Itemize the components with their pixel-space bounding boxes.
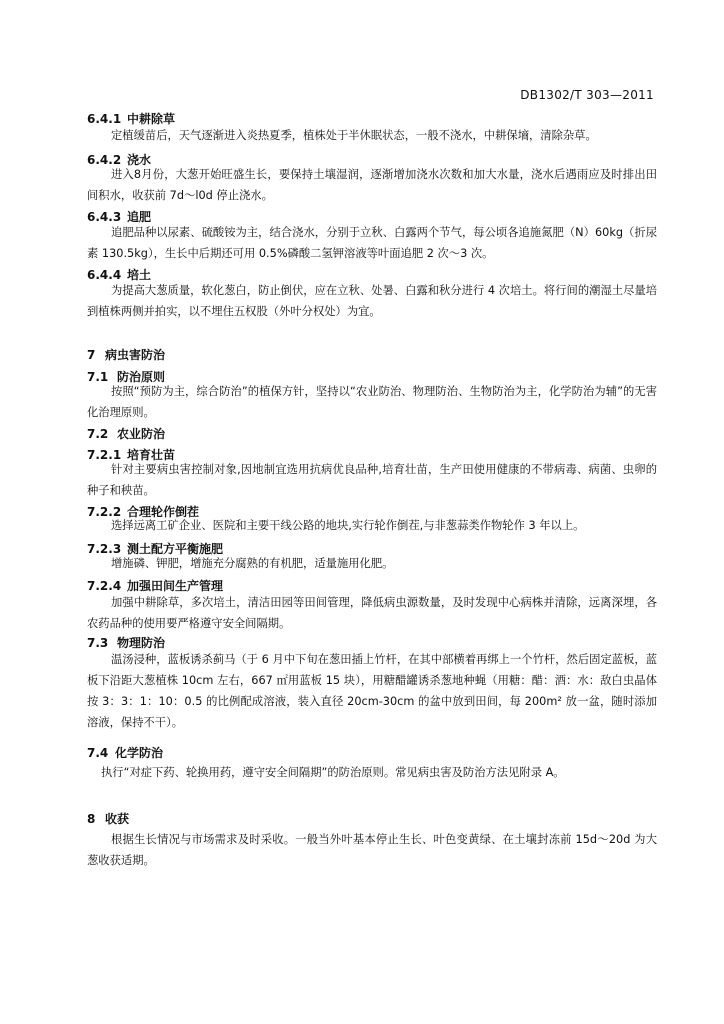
- heading-7-3: 7.3 物理防治: [87, 636, 166, 650]
- paragraph-6-4-2: 进入8月份，大葱开始旺盛生长，要保持土壤湿润，逐渐增加浇水次数和加大水量，浇水后遇雨应及时排出田间积水，收获前 7d～l0d 停止浇水。: [87, 168, 657, 202]
- heading-6-4-3: 6.4.3 追肥: [87, 210, 152, 224]
- heading-6-4-4: 6.4.4 培土: [87, 268, 152, 282]
- heading-7-2-3: 7.2.3 测土配方平衡施肥: [87, 542, 224, 556]
- heading-7-4: 7.4 化学防治: [87, 746, 164, 760]
- heading-7-2-4: 7.2.4 加强田间生产管理: [87, 579, 224, 593]
- paragraph-7-3: 温汤浸种，蓝板诱杀蓟马（于 6 月中下旬在葱田插上竹杆，在其中部横着再绑上一个竹杆，然后固定蓝板，蓝板下沿距大葱植株 10cm 左右，667 ㎡用蓝板 15 块），用糖醋罐诱杀葱地种蝇（用糖：醋：酒：水：敌白虫晶体按 3：3：1：10：0.5 的比例配成溶液，装入直径 20cm-30cm 的盆中放到田间，每 200m² 放一盆，随时添加溶液，保持不干）。: [87, 653, 657, 729]
- paragraph-6-4-4: 为提高大葱质量，软化葱白，防止倒伏，应在立秋、处暑、白露和秋分进行 4 次培土。将行间的潮湿土尽量培到植株两侧并拍实，以不埋住五权股（外叶分权处）为宜。: [87, 284, 657, 318]
- heading-7-2: 7.2 农业防治: [87, 427, 166, 441]
- paragraph-7-1: 按照“预防为主，综合防治”的植保方针，坚持以“农业防治、物理防治、生物防治为主，化学防治为辅”的无害化治理原则。: [87, 385, 657, 419]
- paragraph-7-2-3: 增施磷、钾肥，增施充分腐熟的有机肥，适量施用化肥。: [111, 557, 394, 570]
- heading-7-2-1: 7.2.1 培育壮苗: [87, 448, 176, 462]
- paragraph-7-2-4: 加强中耕除草，多次培土，清洁田园等田间管理，降低病虫源数量，及时发现中心病株并清除，远离深埋，各农药品种的使用要严格遵守安全间隔期。: [87, 596, 657, 630]
- paragraph-6-4-1: 定植缓苗后，天气逐渐进入炎热夏季，植株处于半休眠状态，一般不浇水，中耕保墒，清除杂草。: [111, 129, 597, 142]
- document-code: DB1302/T 303—2011: [520, 88, 654, 102]
- paragraph-7-2-1: 针对主要病虫害控制对象,因地制宜选用抗病优良品种,培育壮苗，生产田使用健康的不带病毒、病菌、虫卵的种子和秧苗。: [87, 463, 657, 497]
- heading-6-4-1: 6.4.1 中耕除草: [87, 112, 176, 126]
- heading-6-4-2: 6.4.2 浇水: [87, 153, 152, 167]
- paragraph-8: 根据生长情况与市场需求及时采收。一般当外叶基本停止生长、叶色变黄绿、在土壤封冻前 15d～20d 为大葱收获适期。: [87, 833, 657, 867]
- heading-7: 7 病虫害防治: [87, 348, 166, 362]
- paragraph-7-2-2: 选择远离工矿企业、医院和主要干线公路的地块,实行轮作倒茬,与非葱蒜类作物轮作 3 年以上。: [111, 519, 585, 532]
- heading-7-1: 7.1 防治原则: [87, 370, 166, 384]
- heading-8: 8 收获: [87, 812, 130, 826]
- paragraph-6-4-3: 追肥品种以尿素、硫酸铵为主，结合浇水，分别于立秋、白露两个节气，每公顷各追施氮肥（N）60kg（折尿素 130.5kg），生长中后期还可用 0.5%磷酸二氢钾溶液等叶面追肥 2 次～3 次。: [87, 226, 657, 260]
- heading-7-2-2: 7.2.2 合理轮作倒茬: [87, 505, 200, 519]
- paragraph-7-4: 执行“对症下药、轮换用药，遵守安全间隔期”的防治原则。常见病虫害及防治方法见附录 A。: [101, 766, 565, 779]
